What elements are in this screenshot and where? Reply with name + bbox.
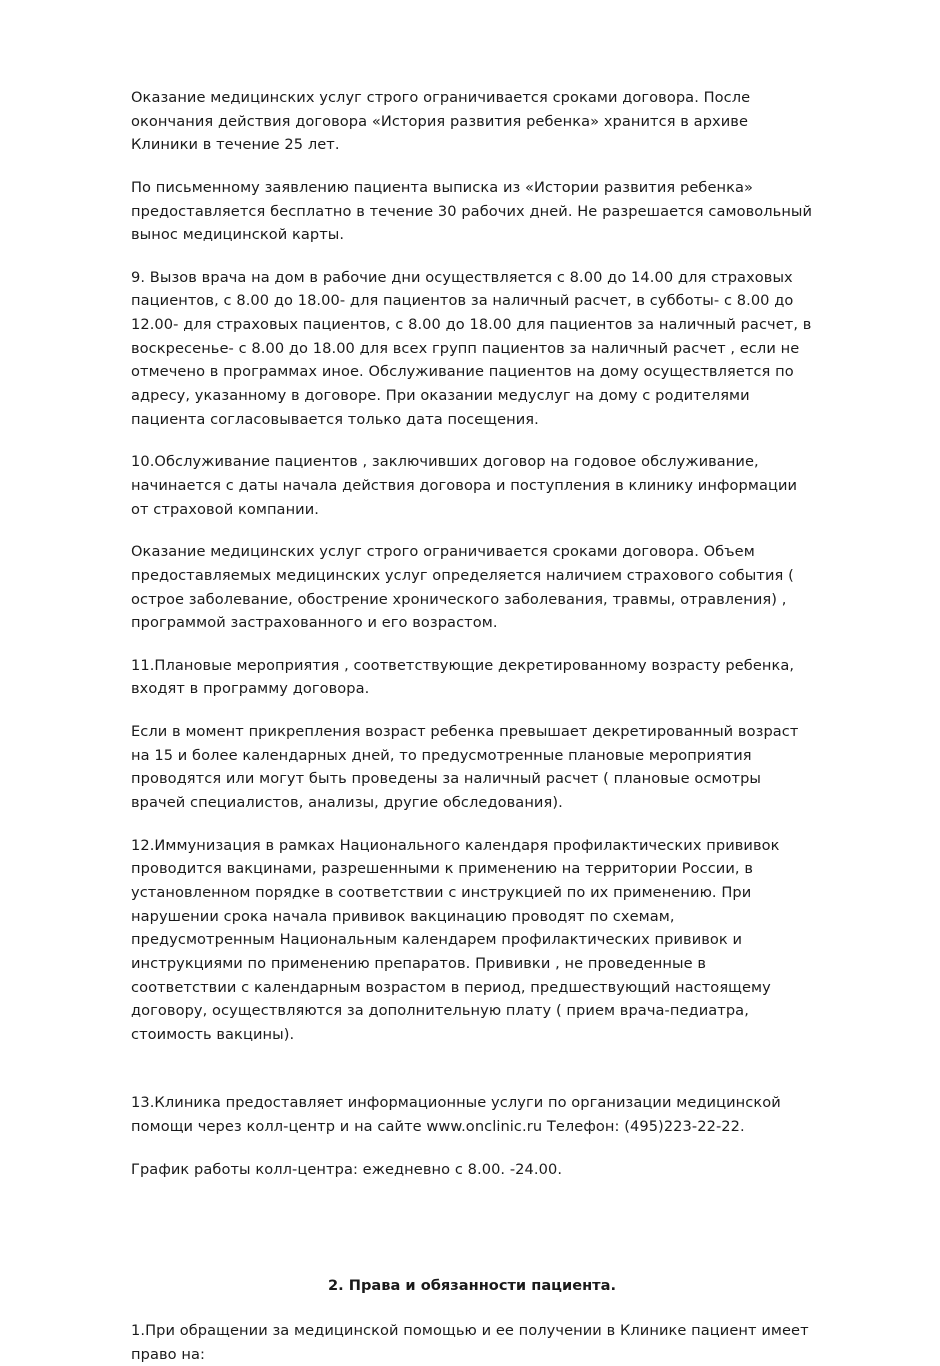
paragraph: График работы колл-центра: ежедневно с 8.00. -24.00. <box>131 1160 563 1178</box>
paragraph: 12.Иммунизация в рамках Национального календаря профилактических прививок проводится вакцинами, разрешенными к применению на территории России, в установленном порядке в соответствии с инструкцией по их применению. При нарушении срока начала прививок вакцинацию проводят по схемам, предусмотренным Национальным календарем профилактических прививок и инструкциями по применению препаратов. Прививки , не проведенные в соответствии с календарным возрастом в период, предшествующий настоящему договору, осуществляются за дополнительную плату ( прием врача-педиатра, стоимость вакцины). <box>131 836 780 1043</box>
document-body <box>131 86 813 1366</box>
paragraph: Оказание медицинских услуг строго ограничивается сроками договора. После окончания действия договора «История развития ребенка» хранится в архиве Клиники в течение 25 лет. <box>131 89 751 154</box>
paragraph-spacer <box>131 1065 813 1091</box>
paragraph: 11.Плановые мероприятия , соответствующие декретированному возрасту ребенка, входят в программу договора. <box>131 656 795 698</box>
paragraph: Оказание медицинских услуг строго ограничивается сроками договора. Объем предоставляемых медицинских услуг определяется наличием страхового события ( острое заболевание, обострение хронического заболевания, травмы, отравления) , программой застрахованного и его возрастом. <box>131 543 794 632</box>
paragraph: 1.При обращении за медицинской помощью и ее получении в Клинике пациент имеет право на: <box>131 1321 809 1363</box>
section-spacer <box>131 1200 813 1274</box>
paragraph: По письменному заявлению пациента выписка из «Истории развития ребенка» предоставляется бесплатно в течение 30 рабочих дней. Не разрешается самовольный вынос медицинской карты. <box>131 178 813 244</box>
paragraph: 9. Вызов врача на дом в рабочие дни осуществляется с 8.00 до 14.00 для страховых пациентов, с 8.00 до 18.00- для пациентов за наличный расчет, в субботы- с 8.00 до 12.00- для страховых пациентов, с 8.00 до 18.00 для пациентов за наличный расчет, в воскресенье- с 8.00 до 18.00 для всех групп пациентов за наличный расчет , если не отмечено в программах иное. Обслуживание пациентов на дому осуществляется по адресу, указанному в договоре. При оказании медуслуг на дому с родителями пациента согласовывается только дата посещения. <box>131 268 812 428</box>
paragraph: 10.Обслуживание пациентов , заключивших договор на годовое обслуживание, начинается с даты начала действия договора и поступления в клинику информации от страховой компании. <box>131 453 798 518</box>
paragraph: Если в момент прикрепления возраст ребенка превышает декретированный возраст на 15 и более календарных дней, то предусмотренные плановые мероприятия проводятся или могут быть проведены за наличный расчет ( плановые осмотры врачей специалистов, анализы, другие обследования). <box>131 723 799 812</box>
section-heading: 2. Права и обязанности пациента. <box>327 1277 617 1295</box>
paragraph: 13.Клиника предоставляет информационные услуги по организации медицинской помощи через колл-центр и на сайте www.onclinic.ru Телефон: (495)223-22-22. <box>131 1094 781 1136</box>
